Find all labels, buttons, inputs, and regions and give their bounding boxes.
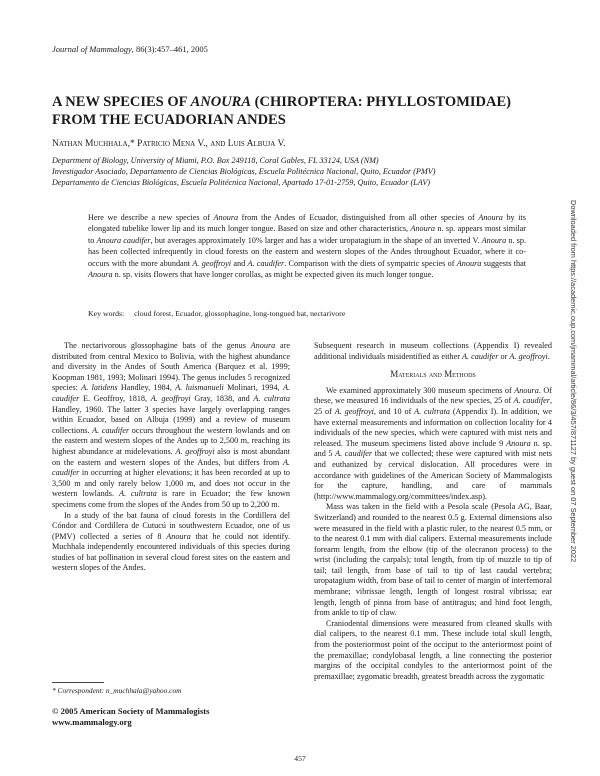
correspondent-footnote: * Correspondent: n_muchhala@yahoo.com: [52, 686, 182, 695]
right-column: [314, 341, 552, 682]
download-watermark: [568, 200, 580, 775]
title-prefix: A NEW SPECIES OF: [52, 94, 191, 110]
author-list: [52, 139, 286, 149]
affiliation-2: Investigador Asociado, Departamento de Ciencias Biológicas, Escuela Politécnica Nacional, Quito, Ecuador (PMV): [52, 167, 436, 176]
title-line-2: FROM THE ECUADORIAN ANDES: [52, 112, 286, 128]
page-number: 457: [294, 754, 306, 763]
methods-paragraph-3: Craniodental dimensions were measured from cleaned skulls with dial calipers, to the nearest 0.1 mm. These include total skull length, from the posteriormost point of the occiput to the anteriormost point of the premaxillae; condylobasal length, a line connecting the posterior margins of the occipital condyles to the anteriormost point of the premaxillae; zygomatic breadth, greatest breadth across the zygomatic: [314, 618, 552, 681]
section-heading-methods: Materials and Methods: [390, 369, 476, 380]
title-suffix: (CHIROPTERA: PHYLLOSTOMIDAE): [251, 94, 511, 110]
methods-paragraph-2: Mass was taken in the field with a Pesola scale (Pesola AG, Baar, Switzerland) and rounded to the nearest 0.5 g. External dimensions also were measured in the field with a plastic ruler, to the nearest 0.5 mm, or to the nearest 0.1 mm with dial calipers. External measurements include forearm length, from the elbow (tip of the olecranon process) to the wrist (including the carpals); total length, from tip of muzzle to tip of tail; tail length, from base of tail to tip of last caudal vertebra; uropatagium width, from base of tail to center of margin of interfemoral membrane; vibrissae length, length of longest rostral vibrissa; ear length, length of pinna from base of antitragus; and hind foot length, from ankle to tip of claw.: [314, 502, 552, 618]
left-column: [52, 341, 290, 574]
intro-paragraph-2: In a study of the bat fauna of cloud forests in the Cordillera del Cóndor and Cordillera de Cutucú in southwestern Ecuador, one of us (PMV) collected a series of 8 Anoura that he could not identify. Muchhala independently encountered individuals of this species during studies of bat pollination in several cloud forest sites on the eastern and western slopes of the Andes.: [52, 510, 291, 573]
intro-paragraph-1: The nectarivorous glossophagine bats of the genus Anoura are distributed from central Mexico to Bolivia, with the highest abundance and diversity in the Andes of South America (Barquez et al. 1999; Koopman 1981, 1993; Molinari 1994). The genus includes 5 recognized species: A. latidens Handley, 1984, A. luismanueli Molinari, 1994, A. caudifer E. Geoffroy, 1818, A. geoffroyi Gray, 1838, and A. cultrata Handley, 1960. The latter 3 species have largely overlapping ranges within Ecuador, based on Albuja (1999) and a review of museum collections. A. caudifer occurs throughout the western lowlands and on the eastern and western slopes of the Andes up to 2,500 m, reaching its highest abundance at midelevations. A. geoffroyi also is most abundant on the eastern and western slopes of the Andes, but differs from A. caudifer in occurring at higher elevations; it has been recorded at up to 3,500 m and only rarely below 1,000 m, and does not occur in the western lowlands. A. cultrata is rare in Ecuador; the few known specimens come from the slopes of the Andes from 50 up to 2,200 m.: [52, 341, 291, 509]
journal-volume: , 86(3):457–461, 2005: [131, 44, 208, 54]
copyright-line: © 2005 American Society of Mammalogists: [52, 706, 210, 716]
journal-citation: [52, 44, 208, 54]
footnote-divider: [52, 682, 104, 683]
download-note-text: Downloaded from https://academic.oup.com/jmammal/article/86/3/457/871127 by guest on 07 September 2022: [569, 200, 578, 563]
affiliations: [52, 155, 562, 188]
article-title: [52, 93, 552, 129]
intro-paragraph-continued: Subsequent research in museum collections (Appendix I) revealed additional individuals misidentified as either A. caudifer or A. geoffroyi.: [314, 341, 552, 361]
authors-text: Nathan Muchhala,* Patricio Mena V., and Luis Albuja V.: [52, 139, 286, 149]
title-genus: ANOURA: [190, 94, 252, 110]
society-url: www.mammalogy.org: [52, 717, 132, 727]
keywords-label: Key words:: [88, 309, 125, 318]
copyright-block: [52, 706, 210, 728]
keywords-text: cloud forest, Ecuador, glossophagine, long-tongued bat, nectarivore: [134, 309, 346, 318]
affiliation-1: Department of Biology, University of Miami, P.O. Box 249118, Coral Gables, FL 33124, USA (NM): [52, 156, 379, 165]
journal-name: Journal of Mammalogy: [52, 44, 132, 54]
keywords: [88, 309, 526, 318]
affiliation-3: Departamento de Ciencias Biológicas, Escuela Politécnica Nacional, Apartado 17-01-2759, Quito, Ecuador (LAV): [52, 178, 431, 187]
methods-paragraph-1: We examined approximately 300 museum specimens of Anoura. Of these, we measured 16 individuals of the new species, 25 of A. caudifer, 25 of A. geoffroyi, and 10 of A. cultrata (Appendix I). In addition, we have external measurements and information on collection locality for 4 individuals of the new species, which were captured with mist nets and released. The museum specimens listed above include 9 Anoura n. sp. and 5 A. caudifer that we collected; these were captured with mist nets and euthanized by cervical dislocation. All procedures were in accordance with guidelines of the American Society of Mammalogists for the capture, handling, and care of mammals (http://www.mammalogy.org/committees/index.asp).: [314, 385, 552, 501]
abstract: Here we describe a new species of Anoura from the Andes of Ecuador, distinguished from all other species of Anoura by its elongated tubelike lower lip and its much longer tongue. Based on size and other characteristics, Anoura n. sp. appears most similar to Anoura caudifer, but averages approximately 10% larger and has a wider uropatagium in the shape of an inverted V. Anoura n. sp. has been collected infrequently in cloud forests on the eastern and western slopes of the Andes throughout Ecuador, where it co-occurs with the more abundant A. geoffroyi and A. caudifer. Comparison with the diets of sympatric species of Anoura suggests that Anoura n. sp. visits flowers that have longer corollas, as might be expected given its much longer tongue.: [88, 213, 527, 280]
